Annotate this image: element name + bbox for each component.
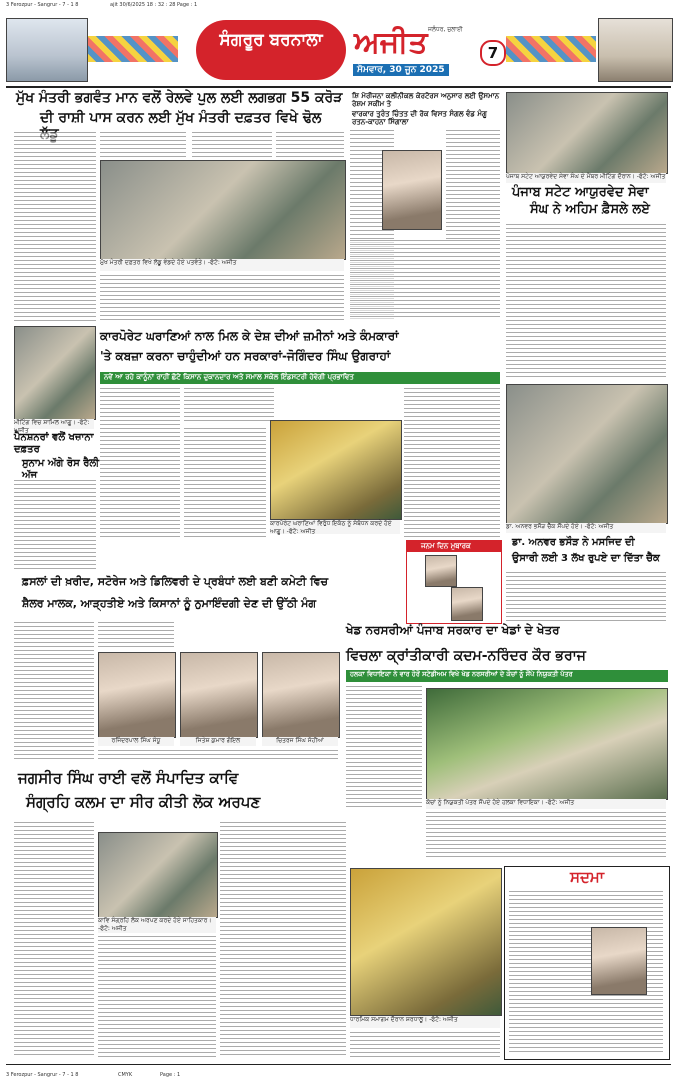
obituary-headline: ਸਦਮਾ: [569, 868, 605, 886]
top-registration-bar: [0, 0, 677, 10]
topbar-mid: ajit 30/6/2025 18 : 32 : 28 Page : 1: [110, 2, 198, 8]
section-title-text: ਸੰਗਰੂਰ ਬਰਨਾਲਾ: [219, 30, 323, 50]
poetry-body-3: [220, 822, 346, 1058]
edition-line: ਜਲੰਧਰ, ਜੁਲਾਈ: [428, 26, 463, 33]
sports-body-1: [346, 686, 422, 810]
lead-headline-1: ਮੁੱਖ ਮੰਤਰੀ ਭਗਵੰਤ ਮਾਨ ਵਲੋਂ ਰੇਲਵੇ ਪੁਲ ਲਈ ਲਗਭਗ 55 ਕਰੋੜ: [16, 90, 343, 106]
sports-photo-caption: ਕੋਚਾਂ ਨੂੰ ਨਿਯੁਕਤੀ ਪੱਤਰ ਸੌਂਪਦੇ ਹੋਏ ਹਲਕਾ ਵਿਧਾਇਕਾ। -ਫੋਟੋ: ਅਜੀਤ: [426, 799, 666, 809]
lead-body-col2: [100, 132, 186, 158]
page-number-badge: [480, 40, 506, 66]
farmers-photo-caption: ਕਾਰਪੋਰੇਟ ਘਰਾਣਿਆਂ ਵਿਰੁੱਧ ਇਕੱਠ ਨੂੰ ਸੰਬੋਧਨ ਕਰਦੇ ਹੋਏ ਆਗੂ। -ਫੋਟੋ: ਅਜੀਤ: [270, 520, 400, 534]
ayurveda-headline-1: ਪੰਜਾਬ ਸਟੇਟ ਆਯੁਰਵੇਦ ਸੇਵਾ: [512, 185, 649, 200]
ayurveda-photo-caption: ਪੰਜਾਬ ਸਟੇਟ ਆਯੁਰਵੇਦ ਸੇਵਾ ਸੰਘ ਦੇ ਮੈਂਬਰ ਮੀਟਿੰਗ ਦੌਰਾਨ। -ਫੋਟੋ: ਅਜੀਤ: [506, 173, 666, 183]
corporate-body-1: [100, 388, 180, 538]
footer-page: Page : 1: [160, 1072, 181, 1078]
farmers-rally-photo: [270, 420, 402, 520]
sports-subheadline-bar: [346, 670, 668, 682]
top-mid-body-3: [350, 240, 500, 320]
corporate-subheadline: ਨਵੇਂ ਆ ਰਹੇ ਕਾਨੂੰਨਾਂ ਰਾਹੀਂ ਛੋਟੇ ਕਿਸਾਨ ਦੁਕਾਨਦਾਰ ਅਤੇ ਸਮਾਲ ਸਕੇਲ ਇੰਡਸਟਰੀ ਹੋਵੇਗੀ ਪ੍ਰਭਾਵਿਤ: [104, 373, 354, 381]
lead-headline-2: ਦੀ ਰਾਸ਼ੀ ਪਾਸ ਕਰਨ ਲਈ ਮੁੱਖ ਮੰਤਰੀ ਦਫ਼ਤਰ ਵਿਖੇ ਢੋਲ: [40, 110, 322, 126]
ayurveda-group-photo: [506, 92, 668, 174]
sports-headline-1: ਖੇਡ ਨਰਸਰੀਆਂ ਪੰਜਾਬ ਸਰਕਾਰ ਦਾ ਖੇਡਾਂ ਦੇ ਖੇਤਰ: [346, 623, 560, 637]
birthday-title: ਜਨਮ ਦਿਨ ਮੁਬਾਰਕ: [421, 542, 471, 550]
top-mid-headline-1: ਸ਼ਿ ਮੋਰੀਜਨਾ ਕਲੀਨੀਕਲ ਕੇਰਟੋਰਸ ਅਨੁਸਾਰ ਲਈ ਉਸਮਾਨ ਰੇਸ਼ਮ ਸਕੀਮ ਤੇ: [352, 92, 500, 109]
masthead-rule: [6, 86, 671, 88]
masthead-right-image: [598, 18, 673, 82]
footer-cmyk: CMYK: [118, 1072, 133, 1078]
top-mid-body-2: [446, 130, 500, 240]
corporate-body-4: [404, 388, 500, 538]
paddy-body-1: [14, 622, 94, 760]
meeting-photo-caption: ਮੀਟਿੰਗ ਵਿਚ ਸ਼ਾਮਿਲ ਆਗੂ। -ਫੋਟੋ: ਅਜੀਤ: [14, 419, 94, 429]
masthead-left-image: [6, 18, 88, 82]
portrait-2-caption: ਜਿਤੇਸ਼ ਕੁਮਾਰ ਗੋਇਲ: [180, 737, 256, 746]
corporate-body-3: [184, 428, 266, 538]
ayurveda-body: [506, 224, 666, 380]
corporate-subheadline-bar: [100, 372, 500, 384]
masthead-section-title: [196, 20, 346, 80]
pension-headline-2: ਸੁਨਾਮ ਅੱਗੇ ਰੋਸ ਰੈਲੀ ਅੱਜ: [22, 458, 100, 481]
masthead: [6, 12, 671, 86]
paddy-body-2: [98, 622, 174, 650]
footer-left: 3 Ferozpur - Sangrur - 7 - 1 8: [6, 1072, 79, 1078]
corporate-headline-2: 'ਤੇ ਕਬਜ਼ਾ ਕਰਨਾ ਚਾਹੁੰਦੀਆਂ ਹਨ ਸਰਕਾਰਾਂ-ਜੋਗਿੰਦਰ ਸਿੰਘ ਉਗਰਾਹਾਂ: [100, 349, 391, 363]
pension-headline-1: ਪੈਨਸ਼ਨਰਾਂ ਵਲੋਂ ਖਜ਼ਾਨਾ ਦਫ਼ਤਰ: [14, 432, 94, 455]
poetry-headline-2: ਸੰਗ੍ਰਹਿ ਕਲਮ ਦਾ ਸੀਰ ਕੀਤੀ ਲੋਕ ਅਰਪਣ: [26, 793, 261, 811]
sports-body-2: [426, 812, 666, 860]
lead-photo-caption: ਮੁੱਖ ਮੰਤਰੀ ਦਫ਼ਤਰ ਵਿਖੇ ਲੱਡੂ ਵੰਡਦੇ ਹੋਏ ਪਤਵੰਤੇ। -ਫੋਟੋ: ਅਜੀਤ: [100, 259, 344, 271]
sports-headline-2: ਵਿਚਲਾ ਕ੍ਰਾਂਤੀਕਾਰੀ ਕਦਮ-ਨਰਿੰਦਰ ਕੌਰ ਭਰਾਜ: [346, 648, 586, 664]
temple-photo-caption: ਧਾਰਮਿਕ ਸਮਾਗਮ ਦੌਰਾਨ ਸ਼ਰਧਾਲੂ। -ਫੋਟੋ: ਅਜੀਤ: [350, 1016, 500, 1028]
meeting-photo: [14, 326, 96, 420]
sports-subheadline: ਹਲਕਾ ਵਿਧਾਇਕਾ ਨੇ ਵਾਰ ਹੋਰੋਂ ਸਟੇਡੀਅਮ ਵਿਖੇ ਖੇਡ ਨਰਸਰੀਆਂ ਦੇ ਕੋਚਾਂ ਨੂੰ ਸੌਂਪੇ ਨਿਯੁਕਤੀ ਪੱਤਰ: [350, 670, 573, 678]
ayurveda-headline-2: ਸੰਘ ਨੇ ਅਹਿਮ ਫ਼ੈਸਲੇ ਲਏ: [530, 202, 650, 217]
scholar-body: [506, 572, 666, 622]
top-mid-portrait: [382, 150, 442, 230]
portrait-3: [262, 652, 340, 738]
portrait-1: [98, 652, 176, 738]
poetry-body-2: [98, 936, 216, 1058]
temple-body: [350, 1032, 500, 1058]
portrait-3-caption: ਚਿਤਰਜ ਸਿੰਘ ਸੋਹੀਆਂ: [262, 737, 338, 746]
lead-body-col3: [192, 132, 272, 158]
obituary-box: [504, 866, 670, 1060]
poetry-photo: [98, 832, 218, 918]
lead-body-col4: [276, 132, 344, 158]
scholar-headline-1: ਡਾ. ਅਨਵਰ ਭਸੌੜ ਨੇ ਮਸਜਿਦ ਦੀ: [512, 537, 635, 548]
corporate-body-2: [184, 388, 274, 424]
poetry-headline-1: ਜਗਸੀਰ ਸਿੰਘ ਰਾਈ ਵਲੋਂ ਸੰਪਾਦਿਤ ਕਾਵਿ: [18, 769, 239, 787]
temple-photo: [350, 868, 502, 1016]
poetry-photo-caption: ਕਾਵਿ ਸੰਗ੍ਰਹਿ ਲੋਕ ਅਰਪਣ ਕਰਦੇ ਹੋਏ ਸਾਹਿਤਕਾਰ। -ਫੋਟੋ: ਅਜੀਤ: [98, 917, 216, 933]
footer-rule: [6, 1064, 671, 1065]
scholar-headline-2: ਉਸਾਰੀ ਲਈ 3 ਲੱਖ ਰੁਪਏ ਦਾ ਦਿੱਤਾ ਚੈੱਕ: [512, 553, 660, 564]
paddy-headline-2: ਸ਼ੈਲਰ ਮਾਲਕ, ਆੜ੍ਹਤੀਏ ਅਤੇ ਕਿਸਾਨਾਂ ਨੂੰ ਨੁਮਾਇੰਦਗੀ ਦੇਣ ਦੀ ਉੱਠੀ ਮੰਗ: [22, 597, 317, 610]
masthead-right-band: [506, 36, 596, 62]
portrait-1-caption: ਰਜਿੰਦਰਪਾਲ ਸਿੰਘ ਸੰਧੂ: [98, 737, 174, 746]
page-number: 7: [487, 44, 499, 62]
paddy-headline-1: ਫ਼ਸਲਾਂ ਦੀ ਖ਼ਰੀਦ, ਸਟੋਰੇਜ ਅਤੇ ਡਿਲਿਵਰੀ ਦੇ ਪ੍ਰਬੰਧਾਂ ਲਈ ਬਣੀ ਕਮੇਟੀ ਵਿਚ: [22, 575, 328, 588]
lead-photo: [100, 160, 346, 260]
lead-body-col1: [14, 132, 96, 322]
masthead-date: ਸੋਮਵਾਰ, 30 ਜੂਨ 2025: [353, 64, 449, 76]
corporate-headline-1: ਕਾਰਪੋਰੇਟ ਘਰਾਣਿਆਂ ਨਾਲ ਮਿਲ ਕੇ ਦੇਸ਼ ਦੀਆਂ ਜ਼ਮੀਨਾਂ ਅਤੇ ਕੰਮਕਾਰਾਂ: [100, 329, 399, 343]
portrait-2: [180, 652, 258, 738]
masthead-left-band: [88, 36, 178, 62]
paddy-body-3: [98, 750, 338, 760]
scholar-photo: [506, 384, 668, 524]
brand-logo: ਅਜੀਤ: [354, 25, 428, 60]
lead-body-lower: [100, 275, 344, 321]
birthday-title-bar: [407, 541, 501, 552]
obituary-portrait: [591, 927, 647, 995]
pension-body: [14, 480, 96, 570]
poetry-body-1: [14, 822, 94, 1058]
sports-photo: [426, 688, 668, 800]
topbar-left: 3 Ferozpur - Sangrur - 7 - 1 8: [6, 2, 79, 8]
top-mid-headline-2: ਵਾਰਕਾਰ ਤੁਰੰਤ ਚਿੰਤਤ ਦੀ ਰੋਕ ਵਿਸਤ ਸੰਗਲ ਵੰਡ ਮੰਗੂ ਰਤਨ-ਕਾਹਨਾ ਸਿੰਗਾਲਾ: [352, 110, 487, 127]
scholar-photo-caption: ਡਾ. ਅਨਵਰ ਭਸੌੜ ਚੈੱਕ ਸੌਂਪਦੇ ਹੋਏ। -ਫੋਟੋ: ਅਜੀਤ: [506, 523, 666, 533]
footer-bar: [0, 1068, 677, 1086]
